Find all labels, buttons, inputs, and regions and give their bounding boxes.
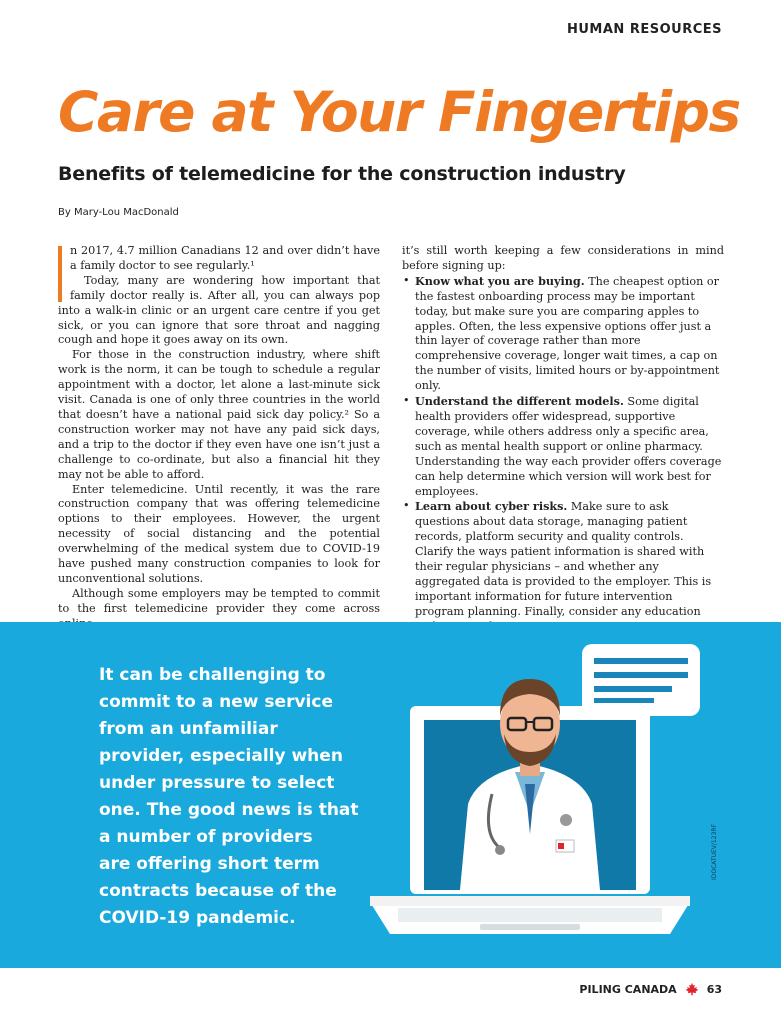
- section-label: HUMAN RESOURCES: [567, 22, 722, 37]
- list-item-text: Make sure to ask questions about data storage, managing patient records, platform security and quality controls. Clarify the ways patient information is shared with their regular physicians – and whether any aggregated data is provided to the employer. This is important information for future intervention program planning. Finally, consider any education: [415, 500, 712, 618]
- left-column: [58, 244, 380, 632]
- pullquote-banner: [0, 622, 781, 968]
- right-column: [402, 244, 724, 635]
- paragraph: it’s still worth keeping a few considerations in mind before signing up:: [402, 244, 724, 272]
- page-footer: [579, 982, 722, 996]
- list-item-heading: Understand the different models.: [415, 394, 624, 409]
- article-title: Care at Your Fingertips: [58, 80, 740, 144]
- publication-name: PILING CANADA: [579, 982, 677, 996]
- paragraph: n 2017, 4.7 million Canadians 12 and over didn’t have a family doctor to see regularly.¹: [70, 244, 380, 272]
- list-item: [402, 499, 724, 634]
- list-item-text: Some digital health providers offer widespread, supportive coverage, while others address only a specific area, such as mental health support or online pharmacy. Understanding the way each provider offers coverage can help determine which version will work best for employees.: [415, 395, 722, 498]
- pull-quote: It can be challenging to commit to a new service from an unfamiliar provider, especially when under pressure to select one. The good news is that a number of providers are offering short term contracts because of the COVID-19 pandemic.: [99, 665, 359, 928]
- paragraph: Although some employers may be tempted to commit to the first telemedicine provider they come across: [58, 586, 380, 615]
- paragraph: Enter telemedicine. Until recently, it was the rare construction company that was offering telemedicine options to their employees. However, the urgent necessity of social distancing and the potential overwhelming of the medical system due to COVID-19 have pushed many construction companies to look for unconventional solutions.: [58, 482, 380, 585]
- article-subtitle: Benefits of telemedicine for the construction industry: [58, 163, 626, 185]
- byline: By Mary-Lou MacDonald: [58, 207, 179, 218]
- paragraph: For those in the construction industry, where shift work is the norm, it can be tough to schedule a regular appointment with a doctor, let alone a last-minute sick visit. Canada is one of only three countries in the world that doesn’t have a national paid sick day policy.² So a construction worker may not have any paid sick days, and a trip to the doctor if they even have one isn’t just a challenge to co-ordinate, but also a financial hit they may not be able to afford.: [58, 348, 380, 481]
- doctor-laptop-illustration: [360, 634, 710, 949]
- list-item-heading: Learn about cyber risks.: [415, 499, 568, 514]
- drop-cap-paragraph: [58, 244, 380, 348]
- drop-cap-i: [58, 246, 62, 302]
- list-item: [402, 394, 724, 499]
- paragraph: Today, many are wondering how important that family doctor really is. After all, you can always pop into a walk-in clinic or an urgent care centre if you get sick, or you can ignore that sore throat and nagging cough and hope it goes away on its own.: [58, 273, 380, 347]
- considerations-list: [402, 274, 724, 635]
- list-item: [402, 274, 724, 394]
- maple-leaf-icon: [685, 982, 699, 996]
- list-item-heading: Know what you are buying.: [415, 273, 585, 288]
- page-number: 63: [706, 982, 722, 996]
- photo-credit: IDOCATUEV/123RF: [711, 824, 718, 880]
- list-item-text: The cheapest option or the fastest onboarding process may be important today, but make sure you are comparing apples to apples. Often, the less expensive options offer just a thin layer of coverage rather than more comprehensive coverage, longer wait times, a cap on the number of visits, limited hours or by-appointment only.: [415, 274, 720, 393]
